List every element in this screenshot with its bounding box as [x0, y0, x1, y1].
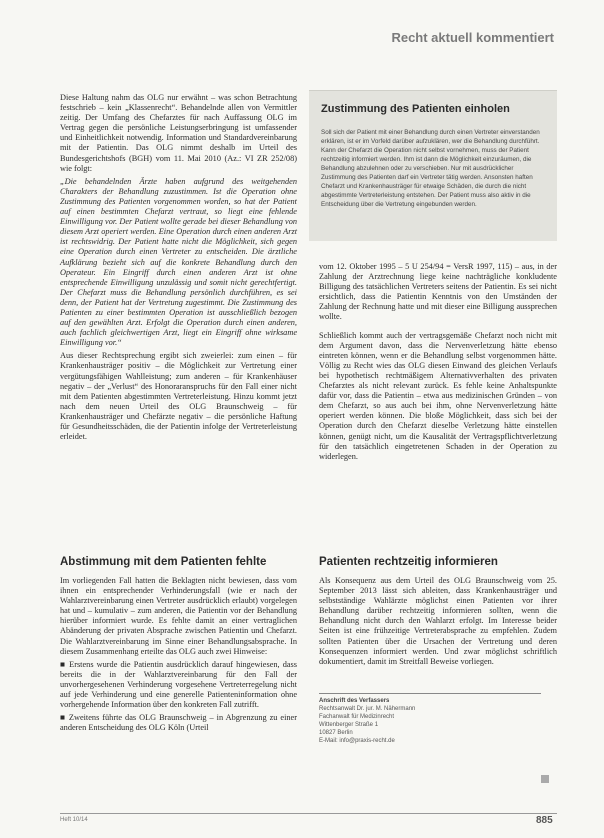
bullet-paragraph: ■ Erstens wurde die Patientin ausdrücklich darauf hingewiesen, dass bereits die in der Wahlarztvereinbarung für den Fall der unvorhergesehenen Verhinderung vorgesehene Vertreterregelung nicht auf jede Verhinderung und eine generelle Patienteninformation ohne vorhergehende Information über den konkreten Fall zutrifft. — [60, 659, 297, 710]
left-column-lower — [60, 576, 297, 736]
issue-label: Heft 10/14 — [60, 817, 88, 823]
author-line: E-Mail: info@praxis-recht.de — [319, 738, 395, 744]
paragraph: vom 12. Oktober 1995 – 5 U 254/94 = VersR 1997, 115) – aus, in der Zahlung der Arztrechnung liege keine nachträgliche konkludente Billigung des tatsächlichen Vertreters seitens der Patientin. Es sei nicht ersichtlich, dass die Patientin Kenntnis von den Umständen der Zahlung der Rechnung hatte und mit dieser eine Billigung aussprechen wollte. — [319, 262, 557, 322]
info-box-body: Soll sich der Patient mit einer Behandlung durch einen Vertreter einverstanden erklären, ist er im Vorfeld darüber aufzuklären, wer die Behandlung durchführt. Kann der Chefarzt die Operation nicht selbst vornehmen, muss der Patient rechtzeitig informiert werden. Ihm ist dann die Möglichkeit einzuräumen, die Behandlung abzulehnen oder zu verschieben. Nur mit ausdrücklicher Zustimmung des Patienten darf ein Vertreter tätig werden. Ansonsten haften Chefarzt und Krankenhausträger für etwaige Schäden, die durch die nicht abgestimmte Vertreterleistung entstehen. Der Patient muss also aktiv in die Entscheidung über die Vertretung eingebunden werden. — [321, 129, 540, 208]
paragraph: Aus dieser Rechtsprechung ergibt sich zweierlei: zum einen – für Krankenhausträger positiv – die Möglichkeit zur Vertretung einer vergütungsfähigen Wahlleistung; zum anderen – für Krankenhäuser negativ – der „Verlust“ des Honoraranspruchs für den Fall einer nicht mit dem Patienten abgestimmten Vertreterleistung. Hinzu kommt jetzt nach dem neuen Urteil des OLG Braunschweig – für Krankenhausträger und Chefärzte negativ – die persönliche Haftung für Gesundheitsschäden, die der Patientin infolge der Vertreterleistung erleidet. — [60, 351, 297, 442]
end-marker — [541, 775, 549, 783]
author-line: Wittenberger Straße 1 — [319, 722, 379, 728]
section-heading-right: Patienten rechtzeitig informieren — [319, 556, 498, 568]
section-title: Recht aktuell kommentiert — [391, 30, 554, 45]
page-number: 885 — [536, 815, 553, 826]
quote-paragraph: „Die behandelnden Ärzte haben aufgrund des weitgehenden Charakters der Behandlung zuzustimmen. Ist die Operation ohne Zustimmung des Patienten vorgenommen worden, so hat der Patient auf einen bestimmten Chefarzt vertraut, so liegt eine fehlende Einwilligung vor. Der Patient wollte gerade bei dieser Behandlung von diesem Arzt operiert werden. Eine Operation durch einen anderen Arzt ist rechtswidrig. Der Patient hatte nicht die Möglichkeit, sich gegen eine Operation durch einen Vertreter zu entscheiden. Die ärztliche Aufklärung bezieht sich auf die konkrete Behandlung durch den Operateur. Ein Eingriff durch einen anderen Arzt ist ohne entsprechende Einwilligung unzulässig und somit nicht gerechtfertigt. Der Chefarzt muss die Behandlung persönlich durchführen, es sei denn, der Patient hat der Vertretung zugestimmt. Die Zustimmung des Patienten zu einer bestimmten Operation ist ausschließlich bezogen auf den gewählten Arzt. Erfolgt die Operation durch einen anderen, auch fachlich gleichwertigen Arzt, liegt ein Eingriff ohne wirksame Einwilligung vor.“ — [60, 176, 297, 348]
paragraph: Diese Haltung nahm das OLG nur erwähnt – was schon Betrachtung festschrieb – kein „Klassenrecht“. Behandelnde allen von Vermittler zeitig. Der Umfang des Chefarztes für nach Auffassung OLG im Vertrag gegen die persönliche Leistungserbringung ist umfassender und Einheitlichkeit notwendig. Information und Standardvereinbarung mit der Patientin. Das OLG nimmt deshalb im Urteil des Bundesgerichtshofs (BGH) vom 11. Mai 2010 (Az.: VI ZR 252/08) wie folgt: — [60, 93, 297, 173]
right-column-lower — [319, 576, 557, 670]
bullet-paragraph: ■ Zweitens führte das OLG Braunschweig – in Abgrenzung zu einer anderen Entscheidung des OLG Köln (Urteil — [60, 713, 297, 733]
author-line: Rechtsanwalt Dr. jur. M. Nähermann — [319, 706, 416, 712]
section-heading-left: Abstimmung mit dem Patienten fehlte — [60, 556, 267, 568]
right-column-upper — [319, 262, 557, 465]
info-box — [309, 90, 557, 241]
info-box-title: Zustimmung des Patienten einholen — [321, 103, 510, 115]
author-address — [319, 693, 541, 745]
paragraph: Als Konsequenz aus dem Urteil des OLG Braunschweig vom 25. September 2013 lässt sich ableiten, dass Krankenhausträger und selbstständige Wahlärzte möglichst einen Patienten vor ihrer Behandlung darüber rechtzeitig informieren sollten, wenn die Behandlung nicht durch den Wahlarzt erfolgt. Im Interesse beider Seiten ist eine frühzeitige Vertreterabsprache zu empfehlen. Zudem sollten Patienten über die Ursachen der Vertretung und deren Konsequenzen informiert werden. Und zwar möglichst schriftlich dokumentiert, damit im Streitfall Beweise vorliegen. — [319, 576, 557, 666]
paragraph: Schließlich kommt auch der vertragsgemäße Chefarzt noch nicht mit dem Argument davon, dass die Nervenverletzung hätte ebenso eintreten können, wenn er die Behandlung selbst vorgenommen hätte. Völlig zu Recht wies das OLG diesen Einwand des gleichen Verlaufs bei hypothetisch rechtmäßigem Alternativverhalten des privaten Chefarztes als nicht relevant zurück. Es fehle keine Anhaltspunkte dafür vor, dass die Patientin – etwa aus medizinischen Gründen – von dem Chefarzt, so aus auch bei ihm, ohne Nervenverletzung hätte operiert werden können. Die bloße Möglichkeit, dass sich bei der Operation durch den Chefarzt dieselbe Verletzung hätte einstellen können, genügt nicht, um die Kausalität der Vertragspflichtverletzung für den tatsächlich eingetretenen Schaden in der Operation zu widerlegen. — [319, 330, 557, 461]
footer-divider — [60, 813, 557, 814]
author-line: Fachanwalt für Medizinrecht — [319, 714, 395, 720]
left-column-upper — [60, 93, 297, 445]
author-label: Anschrift des Verfassers — [319, 698, 390, 704]
author-line: 10827 Berlin — [319, 730, 353, 736]
paragraph: Im vorliegenden Fall hatten die Beklagten nicht bewiesen, dass vom ihnen ein entsprechender Verhinderungsfall (wie er nach der Wahlarztvereinbarung einen Vertreter ausdrücklich erlaubt) vorgelegen hat und – kumulativ – zum anderen, die Patientin vor der Behandlung hierüber informiert wurde. Es fehlte damit an einer vertraglichen Abänderung der privaten Absprache zwischen Patientin und Chefarzt. Die Wahlarztvereinbarung im Sinne einer Behandlungsabsprache. In diesem Zusammenhang erteilte das OLG auch zwei Hinweise: — [60, 576, 297, 656]
